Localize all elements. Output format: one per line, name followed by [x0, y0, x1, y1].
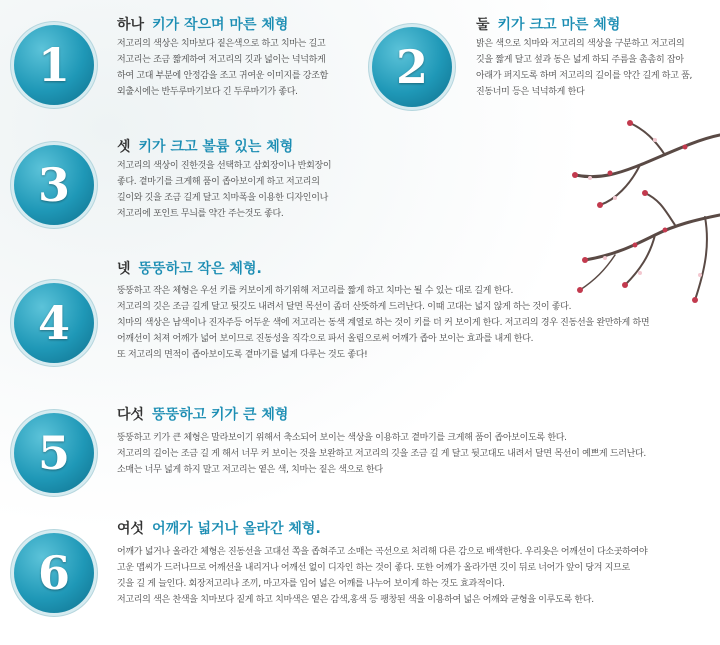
- description-line: 길이와 깃을 조금 길게 달고 치마폭을 이용한 디자인이나: [117, 193, 328, 203]
- item-prefix: 여섯: [117, 521, 145, 537]
- description-line: 깃을 짧게 달고 섶과 동은 넓게 하되 주름을 촘촘히 잡아: [476, 55, 684, 65]
- description-line: 저고리의 깃은 조금 길게 달고 뒷깃도 내려서 달면 목선이 좀더 산뜻하게 드러난다. 이때 고대는 넓지 않게 하는 것이 좋다.: [117, 302, 572, 312]
- item-title: [476, 14, 620, 34]
- description-line: 외출시에는 반두루마기보다 긴 두루마기가 좋다.: [117, 87, 298, 97]
- item-prefix: 하나: [117, 17, 145, 33]
- item-title-text: 뚱뚱하고 작은 체형.: [138, 261, 262, 277]
- description-line: 아래가 퍼지도록 하며 저고리의 길이를 약간 길게 하고 품,: [476, 71, 693, 81]
- number-label: 4: [37, 296, 70, 350]
- description-line: 뚱뚱하고 키가 큰 체형은 말라보이기 위해서 축소되어 보이는 색상을 이용하고 곁마기를 크게해 품이 좁아보이도록 한다.: [117, 433, 567, 443]
- number-badge: [14, 283, 94, 363]
- item-title-text: 어깨가 넓거나 올라간 체형.: [152, 521, 321, 537]
- item-title-text: 키가 크고 마른 체형: [497, 17, 621, 33]
- number-label: 6: [37, 546, 70, 600]
- item-title: [117, 258, 262, 278]
- item-prefix: 넷: [117, 261, 131, 277]
- number-badge: [14, 145, 94, 225]
- number-badge: [372, 27, 452, 107]
- description-line: 고운 맵씨가 드러나므로 어깨선을 내리거나 어깨선 없이 디자인 하는 것이 좋다. 또한 어깨가 올라가면 깃이 뒤로 너어가 앞이 당겨 지므로: [117, 563, 630, 573]
- description-line: 저고리의 색상은 치마보다 짙은색으로 하고 치마는 길고: [117, 39, 326, 49]
- item-title-text: 뚱뚱하고 키가 큰 체형: [152, 407, 289, 423]
- description-line: 좋다. 곁마기를 크게해 품이 좁아보이게 하고 저고리의: [117, 177, 320, 187]
- item-description: [117, 158, 331, 222]
- item-prefix: 셋: [117, 139, 131, 155]
- description-line: 밝은 색으로 치마와 저고리의 색상을 구분하고 저고리의: [476, 39, 685, 49]
- number-label: 2: [395, 40, 428, 94]
- number-badge: [14, 413, 94, 493]
- item-title: [117, 14, 288, 34]
- number-badge: [14, 533, 94, 613]
- description-line: 저고리의 색은 찬색을 치마보다 짙게 하고 치마색은 옅은 감색,홍색 등 팽창된 색을 이용하여 넓은 어깨와 균형을 이루도록 한다.: [117, 595, 594, 605]
- item-prefix: 다섯: [117, 407, 145, 423]
- plum-blossom-branch-illustration: [545, 95, 720, 310]
- description-line: 뚱뚱하고 작은 체형은 우선 키를 커보이게 하기위해 저고리를 짧게 하고 치마는 될 수 있는 대로 길게 한다.: [117, 286, 514, 296]
- description-line: 치마의 색상은 남색이나 진자주등 어두운 색에 저고리는 동색 계열로 하는 것이 키를 더 커 보이게 한다. 저고리의 경우 진동선을 완만하게 하면: [117, 318, 650, 328]
- description-line: 또 저고리의 면적이 좁아보이도록 곁마기를 넓게 다루는 것도 좋다!: [117, 350, 368, 360]
- description-line: 저고리는 조금 짧게하여 저고리의 깃과 넓이는 넉넉하게: [117, 55, 326, 65]
- number-label: 5: [37, 426, 70, 480]
- item-title: [117, 404, 288, 424]
- item-description: [117, 36, 328, 100]
- number-badge: [14, 25, 94, 105]
- item-description: [476, 36, 692, 100]
- item-description: [117, 283, 649, 363]
- item-description: [117, 430, 646, 478]
- description-line: 어깨선이 처져 어깨가 넓어 보이므로 진동성을 직각으로 파서 올림으로써 어깨가 좁아 보이는 효과를 내게 한다.: [117, 334, 534, 344]
- description-line: 저고리에 포인트 무늬를 약간 주는것도 좋다.: [117, 209, 284, 219]
- description-line: 소매는 너무 넓게 하지 말고 저고리는 옅은 색, 치마는 짙은 색으로 한다: [117, 465, 383, 475]
- number-label: 3: [37, 158, 70, 212]
- item-title: [117, 136, 293, 156]
- description-line: 저고리의 색상이 진한것을 선택하고 삼회장이나 반회장이: [117, 161, 332, 171]
- item-title-text: 키가 작으며 마른 체형: [152, 17, 289, 33]
- item-title-text: 키가 크고 볼륨 있는 체형: [138, 139, 294, 155]
- description-line: 저고리의 길이는 조금 길 게 해서 너무 커 보이는 것을 보완하고 저고리의 깃을 조금 길 게 달고 뒷고대도 내려서 달면 목선이 예쁘게 드러난다.: [117, 449, 646, 459]
- description-line: 어깨가 넓거나 올라간 체형은 진동선을 고대선 쪽을 좁혀주고 소매는 곡선으로 처리해 다른 감으로 배색한다. 우리옷은 어깨선이 다소곳하여야: [117, 547, 648, 557]
- description-line: 깃을 길 게 늘인다. 회장저고리나 조끼, 마고자를 입어 넓은 어깨를 나누어 보이게 하는 것도 효과적이다.: [117, 579, 505, 589]
- item-title: [117, 518, 321, 538]
- item-description: [117, 544, 647, 608]
- description-line: 진동너미 등은 넉넉하게 한다: [476, 87, 585, 97]
- item-prefix: 둘: [476, 17, 490, 33]
- number-label: 1: [37, 38, 70, 92]
- description-line: 하여 고대 부분에 안정감을 조고 귀여운 이미지를 강조함: [117, 71, 328, 81]
